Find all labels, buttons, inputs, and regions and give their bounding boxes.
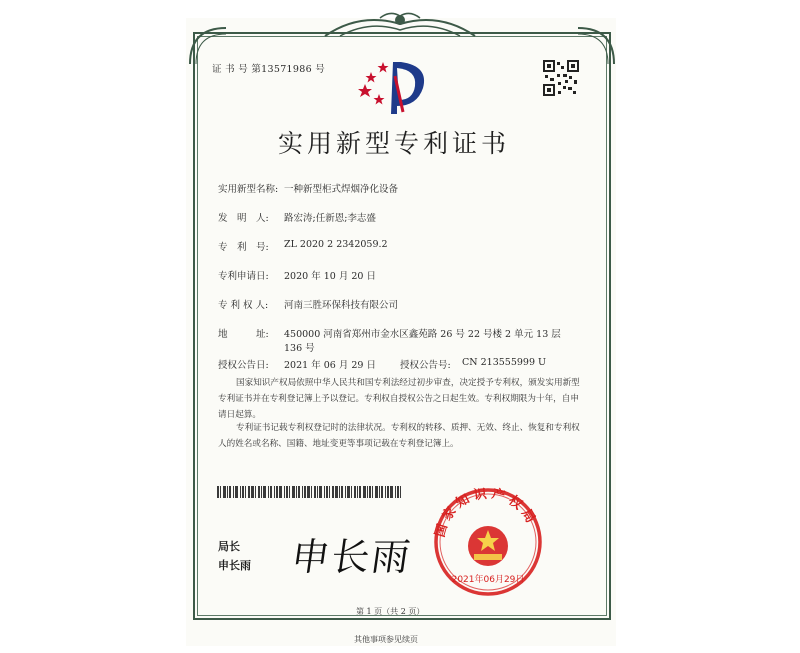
utility-model-name-label: 实用新型名称: [218,184,279,195]
grant-date-value: 2021 年 06 月 29 日 [284,360,376,371]
patent-holder-label: 专 利 权 人: [218,300,269,311]
filing-date-label: 专利申请日: [218,271,269,282]
grant-number-value: CN 213555999 U [462,357,547,368]
patent-number-value: ZL 2020 2 2342059.2 [284,239,388,250]
back-note: 其他事项参见续页 [354,635,418,644]
inventor-value: 路宏涛;任新恩;李志盛 [284,213,376,224]
handwritten-signature: 申长雨 [288,535,415,579]
patent-number-label: 专 利 号: [218,242,269,253]
address-label: 地 址: [218,329,269,340]
certificate-title: 实用新型专利证书 [278,129,511,158]
inventor-label: 发 明 人: [218,213,269,224]
qr-code-icon [543,60,579,96]
director-title: 局长 [218,540,240,553]
top-ornament-icon [320,10,480,42]
grant-statement-paragraph: 国家知识产权局依照中华人民共和国专利法经过初步审查，决定授予专利权，颁发实用新型专利证书并在专利登记簿上予以登记。专利权自授权公告之日起生效。专利权期限为十年，自申请日起算。 [218,378,580,420]
utility-model-name-value: 一种新型柜式焊烟净化设备 [284,184,399,195]
address-value-line1: 450000 河南省郑州市金水区鑫苑路 26 号 22 号楼 2 单元 13 层 [284,329,561,340]
filing-date-value: 2020 年 10 月 20 日 [284,271,376,282]
svg-text:2021年06月29日: 2021年06月29日 [451,575,525,585]
corner-ornament-icon [188,26,228,66]
grant-date-label: 授权公告日: [218,360,269,371]
legal-status-paragraph: 专利证书记载专利权登记时的法律状况。专利权的转移、质押、无效、终止、恢复和专利权人的姓名或名称、国籍、地址变更等事项记载在专利登记簿上。 [218,423,580,449]
barcode-strip-icon [217,486,402,505]
certificate-number: 证 书 号 第13571986 号 [212,64,326,75]
page-indicator: 第 1 页（共 2 页） [356,607,425,616]
patent-holder-value: 河南三胜环保科技有限公司 [284,300,399,311]
svg-text:国家知识产权局: 国家知识产权局 [432,486,540,539]
address-value-line2: 136 号 [284,343,315,354]
cnipa-logo-icon [357,56,437,116]
corner-ornament-icon [576,26,616,66]
official-seal-icon [428,484,548,596]
director-name: 申长雨 [218,559,251,572]
grant-number-label: 授权公告号: [400,360,451,371]
